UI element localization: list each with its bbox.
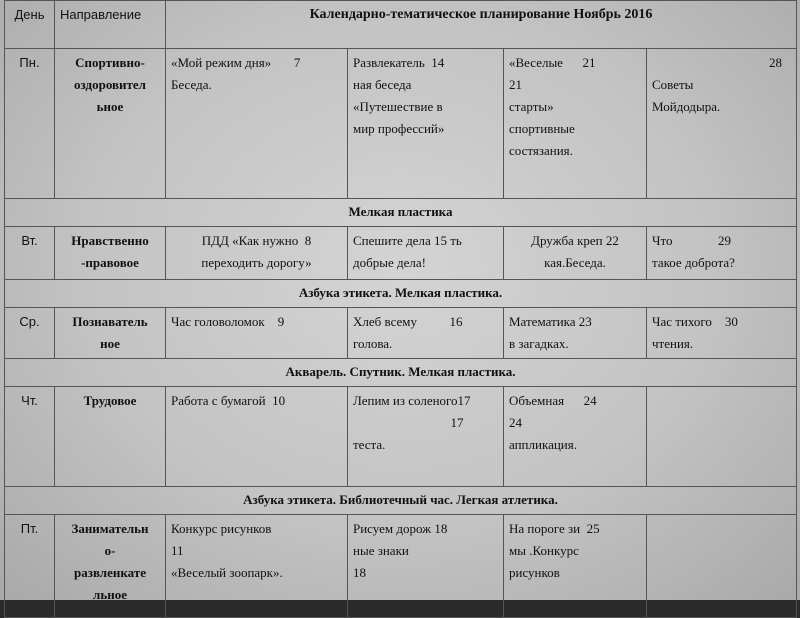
day-cell: Ср. [5,308,55,359]
activity-cell: Хлеб всему 16 голова. [348,308,504,359]
day-cell: Пн. [5,49,55,199]
band-row [5,359,797,387]
planning-table [4,0,797,618]
activity-cell: ПДД «Как нужно 8 переходить дорогу» [166,227,348,280]
activity-cell: Рисуем дорож 18 ные знаки 18 [348,515,504,618]
day-cell: Вт. [5,227,55,280]
band-row [5,280,797,308]
activity-cell: Объемная 24 24 аппликация. [504,387,647,487]
direction-cell: Занимательн о- развленкате льное [55,515,166,618]
direction-cell: Трудовое [55,387,166,487]
table-row-wednesday [5,308,797,359]
activity-cell: Математика 23 в загадках. [504,308,647,359]
direction-cell: Познаватель ное [55,308,166,359]
activity-cell: Спешите дела 15 ть добрые дела! [348,227,504,280]
band-text: Мелкая пластика [5,199,797,227]
activity-cell [647,515,797,618]
activity-cell: Развлекатель 14 ная беседа «Путешествие в мир профессий» [348,49,504,199]
activity-cell: Конкурс рисунков 11 «Веселый зоопарк». [166,515,348,618]
table-row-monday [5,49,797,199]
band-row [5,199,797,227]
activity-cell: Час головоломок 9 [166,308,348,359]
activity-cell: Час тихого 30 чтения. [647,308,797,359]
direction-cell: Нравственно -правовое [55,227,166,280]
table-row-tuesday [5,227,797,280]
activity-cell: «Веселые 21 21 старты» спортивные состязания. [504,49,647,199]
day-cell: Чт. [5,387,55,487]
band-text: Азбука этикета. Библиотечный час. Легкая атлетика. [5,487,797,515]
activity-cell: «Мой режим дня» 7 Беседа. [166,49,348,199]
activity-cell: Дружба креп 22 кая.Беседа. [504,227,647,280]
day-cell: Пт. [5,515,55,618]
table-row-friday [5,515,797,618]
table-row-thursday [5,387,797,487]
activity-cell: 28 Советы Мойдодыра. [647,49,797,199]
header-direction: Направление [55,1,166,49]
activity-cell [647,387,797,487]
band-text: Азбука этикета. Мелкая пластика. [5,280,797,308]
activity-cell: На пороге зи 25 мы .Конкурс рисунков [504,515,647,618]
header-title: Календарно-тематическое планирование Ноябрь 2016 [166,1,797,49]
band-text: Акварель. Спутник. Мелкая пластика. [5,359,797,387]
activity-cell: Что 29 такое доброта? [647,227,797,280]
header-row [5,1,797,49]
activity-cell: Лепим из соленого17 17 теста. [348,387,504,487]
header-day: День [5,1,55,49]
direction-cell: Спортивно- оздоровител ьное [55,49,166,199]
band-row [5,487,797,515]
activity-cell: Работа с бумагой 10 [166,387,348,487]
